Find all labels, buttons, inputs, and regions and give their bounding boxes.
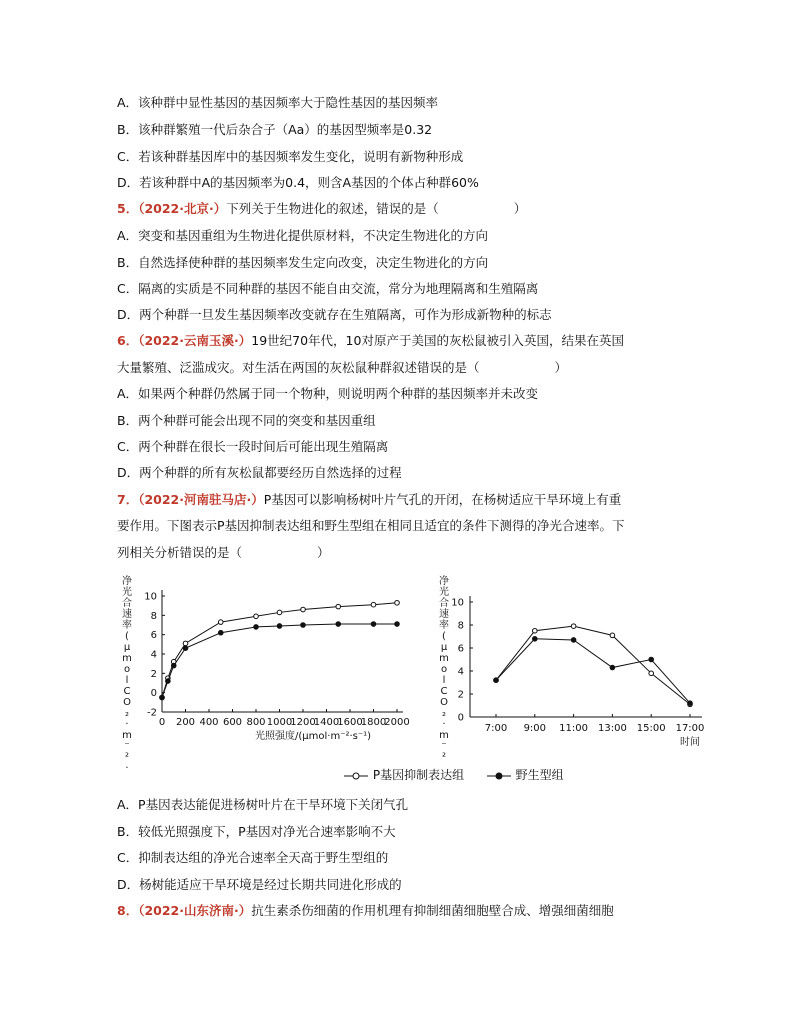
q7-option-a: A．P基因表达能促进杨树叶片在干旱环境下关闭气孔	[117, 797, 409, 812]
data-point-1	[533, 637, 538, 642]
data-point-0	[218, 620, 223, 625]
q6-stem-1: 19世纪70年代，10对原产于美国的灰松鼠被引入英国，结果在英国	[251, 333, 624, 348]
x-tick-label: 1200	[290, 717, 316, 728]
chart-legend	[343, 766, 564, 783]
q6-number: 6．	[117, 333, 139, 348]
data-point-1	[649, 657, 654, 662]
x-tick-label: 0	[158, 717, 166, 728]
x-tick-label: 17:00	[675, 723, 705, 734]
legend-p-group: P基因抑制表达组	[372, 768, 465, 782]
data-point-1	[571, 638, 576, 643]
q6-stem-line-1	[117, 333, 624, 349]
y-axis-label-char: ⁻	[441, 741, 447, 752]
q4-option-d: D．若该种群中A的基因频率为0.4，则含A基因的个体占种群60%	[117, 175, 479, 190]
q7-stem-line-2: 要作用。下图表示P基因抑制表达组和野生型组在相同且适宜的条件下测得的净光合速率。下	[117, 518, 625, 533]
q7-number: 7．	[117, 492, 139, 507]
q7-option-b: B．较低光照强度下，P基因对净光合速率影响不大	[117, 824, 396, 839]
x-tick-label: 600	[222, 717, 243, 728]
q7-option-d: D．杨树能适应干旱环境是经过长期共同进化形成的	[117, 877, 402, 892]
q8-stem: 抗生素杀伤细菌的作用机理有抑制细菌细胞壁合成、增强细菌细胞	[251, 903, 614, 918]
y-axis-label-char: l	[125, 675, 129, 686]
data-point-0	[301, 607, 306, 612]
series-line-1	[162, 624, 397, 697]
x-tick-label: 1400	[313, 717, 340, 728]
y-axis-label-char: ²	[441, 752, 447, 762]
x-tick-label: 800	[246, 717, 266, 728]
x-axis-label: 时间	[680, 737, 700, 748]
data-point-0	[336, 604, 341, 609]
y-tick-label: 8	[150, 610, 157, 622]
legend-open-marker-icon	[343, 771, 369, 781]
data-point-1	[277, 624, 282, 629]
y-tick-label: 10	[451, 597, 464, 609]
y-tick-label: 6	[150, 630, 157, 642]
y-axis-label-char: 速	[122, 609, 132, 620]
y-axis-label-char: ⁻	[124, 741, 130, 752]
light-intensity-chart	[115, 572, 435, 772]
data-point-1	[183, 646, 188, 651]
data-point-0	[254, 614, 259, 619]
y-axis-label-char: 率	[439, 620, 449, 631]
legend-wild-group: 野生型组	[515, 768, 564, 782]
q6-option-a: A．如果两个种群仍然属于同一个物种，则说明两个种群的基因频率并未改变	[117, 386, 539, 401]
y-axis-label-char: 率	[122, 620, 132, 631]
q4-option-a: A．该种群中显性基因的基因频率大于隐性基因的基因频率	[117, 95, 439, 110]
y-axis-label-char: O	[123, 697, 131, 708]
q5-source: （2022·北京·）	[138, 201, 227, 216]
y-axis-label-char: ₂	[124, 708, 130, 719]
x-tick-label: 200	[175, 717, 196, 728]
y-axis-label-char: m	[122, 653, 132, 664]
x-axis-label: 光照强度/(μmol·m⁻²·s⁻¹)	[255, 731, 372, 742]
q5-stem: 下列关于生物进化的叙述，错误的是（ ）	[226, 201, 527, 216]
y-axis-label-char: 合	[439, 598, 449, 609]
q8-stem-line	[117, 903, 614, 919]
x-tick-label: 13:00	[597, 723, 627, 734]
y-tick-label: -2	[147, 707, 157, 719]
data-point-0	[183, 641, 188, 646]
legend-filled-marker-icon	[486, 771, 512, 781]
q6-stem-line-2: 大量繁殖、泛滥成灾。对生活在两国的灰松鼠种群叙述错误的是（ ）	[117, 360, 568, 375]
series-line-1	[496, 639, 690, 703]
x-tick-label: 15:00	[636, 723, 666, 734]
q5-option-a: A．突变和基因重组为生物进化提供原材料，不决定生物进化的方向	[117, 228, 489, 243]
x-tick-label: 7:00	[484, 723, 508, 734]
q5-option-d: D．两个种群一旦发生基因频率改变就存在生殖隔离，可作为形成新物种的标志	[117, 307, 552, 322]
data-point-0	[533, 628, 538, 633]
q8-source: （2022·山东济南·）	[138, 903, 252, 918]
data-point-1	[688, 701, 693, 706]
data-point-0	[649, 671, 654, 676]
data-point-1	[171, 663, 176, 668]
q7-stem-line-1	[117, 492, 621, 508]
x-tick-label: 9:00	[523, 723, 547, 734]
q7-stem-line-3: 列相关分析错误的是（ ）	[117, 545, 330, 560]
y-axis-label-char: ·	[125, 719, 129, 730]
y-axis-label-char: C	[123, 686, 131, 697]
y-axis-label-char: o	[440, 664, 448, 675]
q4-option-b: B．该种群繁殖一代后杂合子（Aa）的基因型频率是0.32	[117, 122, 433, 137]
data-point-1	[610, 665, 615, 670]
q7-stem-1: P基因可以影响杨树叶片气孔的开闭，在杨树适应干旱环境上有重	[263, 492, 622, 507]
y-axis-label-char: 速	[439, 609, 449, 620]
x-tick-label: 2000	[384, 717, 410, 728]
y-axis-label-char: 合	[122, 598, 132, 609]
y-tick-label: 4	[457, 666, 464, 678]
series-line-0	[162, 603, 397, 698]
data-point-1	[218, 630, 223, 635]
y-axis-label-char: ·	[442, 719, 446, 730]
q5-option-c: C．隔离的实质是不同种群的基因不能自由交流，常分为地理隔离和生殖隔离	[117, 281, 539, 296]
data-point-0	[610, 633, 615, 638]
x-tick-label: 11:00	[559, 723, 589, 734]
y-axis-label-char: 光	[122, 587, 132, 598]
q5-stem-line	[117, 201, 526, 217]
y-axis-label-char: o	[123, 664, 131, 675]
y-axis-label-char: 净	[439, 576, 449, 587]
q6-source: （2022·云南玉溪·）	[138, 333, 252, 348]
y-axis-label-char: 净	[122, 576, 132, 587]
data-point-1	[494, 678, 499, 683]
y-tick-label: 0	[150, 688, 157, 700]
data-point-0	[277, 610, 282, 615]
data-point-1	[166, 679, 171, 684]
y-tick-label: 0	[457, 712, 464, 724]
q5-option-b: B．自然选择使种群的基因频率发生定向改变，决定生物进化的方向	[117, 255, 489, 270]
y-axis-label-char: m	[122, 730, 132, 741]
y-tick-label: 8	[457, 620, 464, 632]
data-point-1	[254, 625, 259, 630]
y-tick-label: 2	[457, 689, 464, 701]
data-point-0	[395, 600, 400, 605]
q4-option-c: C．若该种群基因库中的基因频率发生变化，说明有新物种形成	[117, 149, 464, 164]
x-tick-label: 400	[199, 717, 219, 728]
q8-number: 8．	[117, 903, 139, 918]
series-line-0	[496, 626, 690, 704]
data-point-1	[160, 695, 165, 700]
x-tick-label: 1000	[266, 717, 293, 728]
y-axis-label-char: ²	[124, 752, 130, 763]
y-axis-label-char: μ	[123, 642, 131, 653]
time-of-day-chart	[432, 572, 712, 762]
y-axis-label-char: l	[442, 675, 446, 686]
y-axis-label-char: m	[439, 653, 449, 664]
data-point-0	[571, 624, 576, 629]
data-point-1	[301, 623, 306, 628]
y-axis-label-char: μ	[440, 642, 448, 653]
q5-number: 5．	[117, 201, 139, 216]
q6-option-b: B．两个种群可能会出现不同的突变和基因重组	[117, 413, 376, 428]
data-point-1	[336, 622, 341, 627]
y-axis-label-char: (	[125, 631, 129, 642]
y-axis-label-char: 光	[439, 587, 449, 598]
y-axis-label-char: (	[442, 631, 446, 642]
data-point-1	[395, 622, 400, 627]
data-point-0	[371, 602, 376, 607]
q7-option-c: C．抑制表达组的净光合速率全天高于野生型组的	[117, 850, 389, 865]
y-tick-label: 4	[150, 649, 157, 661]
x-tick-label: 1800	[360, 717, 387, 728]
q6-option-c: C．两个种群在很长一段时间后可能出现生殖隔离	[117, 439, 389, 454]
y-tick-label: 6	[457, 643, 464, 655]
y-axis-label-char: ₂	[441, 708, 447, 719]
x-tick-label: 1600	[337, 717, 363, 728]
y-axis-label-char: C	[440, 686, 448, 697]
y-tick-label: 2	[150, 668, 157, 680]
q7-source: （2022·河南驻马店·）	[138, 492, 264, 507]
y-tick-label: 10	[144, 591, 157, 603]
y-axis-label-char: O	[440, 697, 448, 708]
y-axis-label-char: ·	[125, 763, 129, 772]
y-axis-label-char: m	[439, 730, 449, 741]
data-point-1	[371, 622, 376, 627]
q6-option-d: D．两个种群的所有灰松鼠都要经历自然选择的过程	[117, 465, 402, 480]
